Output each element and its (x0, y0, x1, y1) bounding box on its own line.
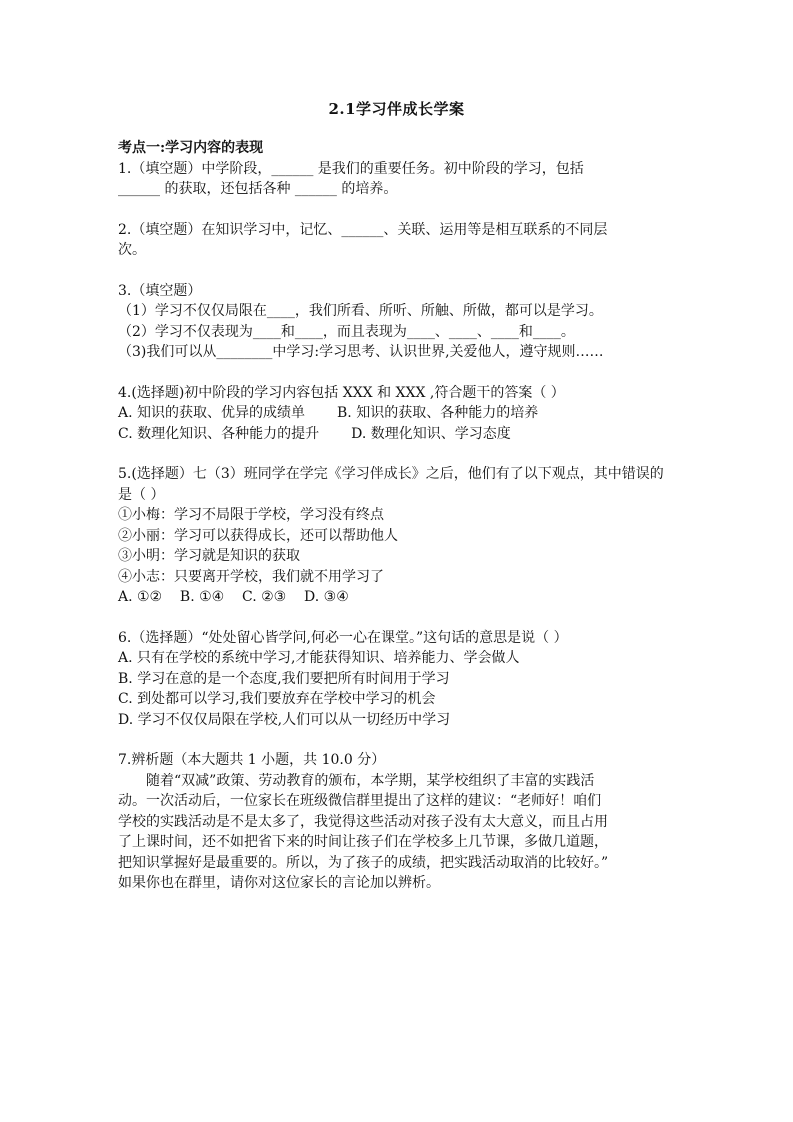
question-4 (118, 383, 688, 445)
q6-option-a: A. 只有在学校的系统中学习,才能获得知识、培养能力、学会做人 (118, 650, 520, 666)
q5-statement-1: ①小梅：学习不局限于学校，学习没有终点 (118, 507, 384, 523)
q4-option-a: A. 知识的获取、优异的成绩单 (118, 405, 306, 421)
page-title: 2.1学习伴成长学案 (328, 100, 465, 118)
q2-line-2: 次。 (118, 242, 146, 258)
q4-option-b: B. 知识的获取、各种能力的培养 (337, 405, 539, 421)
question-5 (118, 464, 688, 608)
q5-options: A. ①② B. ①④ C. ②③ D. ③④ (118, 589, 349, 605)
q3-line-1: （1）学习不仅仅局限在____，我们所看、所听、所触、所做，都可以是学习。 (118, 303, 603, 319)
q5-statement-2: ②小丽：学习可以获得成长，还可以帮助他人 (118, 527, 398, 544)
q7-text-line-2: 动。一次活动后，一位家长在班级微信群里提出了这样的建议：“老师好！咱们 (118, 793, 602, 809)
q4-option-c: C. 数理化知识、各种能力的提升 (118, 425, 320, 442)
q4-stem: 4.(选择题)初中阶段的学习内容包括 XXX 和 XXX ,符合题干的答案（ ） (118, 384, 565, 401)
q6-option-c: C. 到处都可以学习,我们要放弃在学校中学习的机会 (118, 691, 436, 707)
q3-line-2: （2）学习不仅表现为____和____，而且表现为____、____、____和____。 (118, 323, 575, 340)
question-6 (118, 628, 688, 731)
question-3 (118, 281, 688, 363)
q5-line-1: 5.(选择题）七（3）班同学在学完《学习伴成长》之后，他们有了以下观点，其中错误的 (118, 466, 664, 482)
q7-head: 7.辨析题（本大题共 1 小题，共 10.0 分） (118, 752, 386, 768)
q4-options-ab (118, 403, 688, 424)
q6-option-d: D. 学习不仅仅局限在学校,人们可以从一切经历中学习 (118, 711, 451, 728)
q7-text-line-3: 学校的实践活动是不是太多了，我觉得这些活动对孩子没有太大意义，而且占用 (118, 813, 608, 830)
q6-option-b: B. 学习在意的是一个态度,我们要把所有时间用于学习 (118, 670, 450, 687)
q5-statement-3: ③小明：学习就是知识的获取 (118, 548, 300, 564)
q7-text-line-5: 把知识掌握好是最重要的。所以，为了孩子的成绩，把实践活动取消的比较好。” (118, 854, 609, 871)
q5-line-2: 是（ ） (118, 486, 165, 503)
q1-line-1: 1.（填空题）中学阶段，______ 是我们的重要任务。初中阶段的学习，包括 (118, 160, 584, 177)
q5-statement-4: ④小志：只要离开学校，我们就不用学习了 (118, 568, 384, 585)
q1-line-2: ______ 的获取，还包括各种 ______ 的培养。 (118, 181, 398, 197)
q3-head: 3.（填空题） (118, 282, 202, 299)
q7-text-line-4: 了上课时间，还不如把省下来的时间让孩子们在学校多上几节课，多做几道题， (118, 834, 608, 850)
q4-options-cd (118, 424, 688, 445)
worksheet-body (118, 138, 688, 894)
q7-text-line-1: 随着“双减”政策、劳动教育的颁布，本学期，某学校组织了丰富的实践活 (146, 772, 595, 789)
q7-text-line-6: 如果你也在群里，请你对这位家长的言论加以辨析。 (118, 875, 440, 891)
question-1 (118, 159, 688, 200)
question-7 (118, 750, 688, 894)
q3-line-3: （3)我们可以从________中学习:学习思考、认识世界,关爱他人，遵守规则…… (118, 344, 604, 360)
q2-line-1: 2.（填空题）在知识学习中，记忆、______、关联、运用等是相互联系的不同层 (118, 221, 608, 238)
q6-stem: 6.（选择题）“处处留心皆学问,何必一心在课堂。”这句话的意思是说（ ） (118, 629, 568, 646)
q4-option-d: D. 数理化知识、学习态度 (351, 425, 511, 442)
question-2 (118, 220, 688, 261)
section-heading: 考点一:学习内容的表现 (118, 140, 264, 156)
